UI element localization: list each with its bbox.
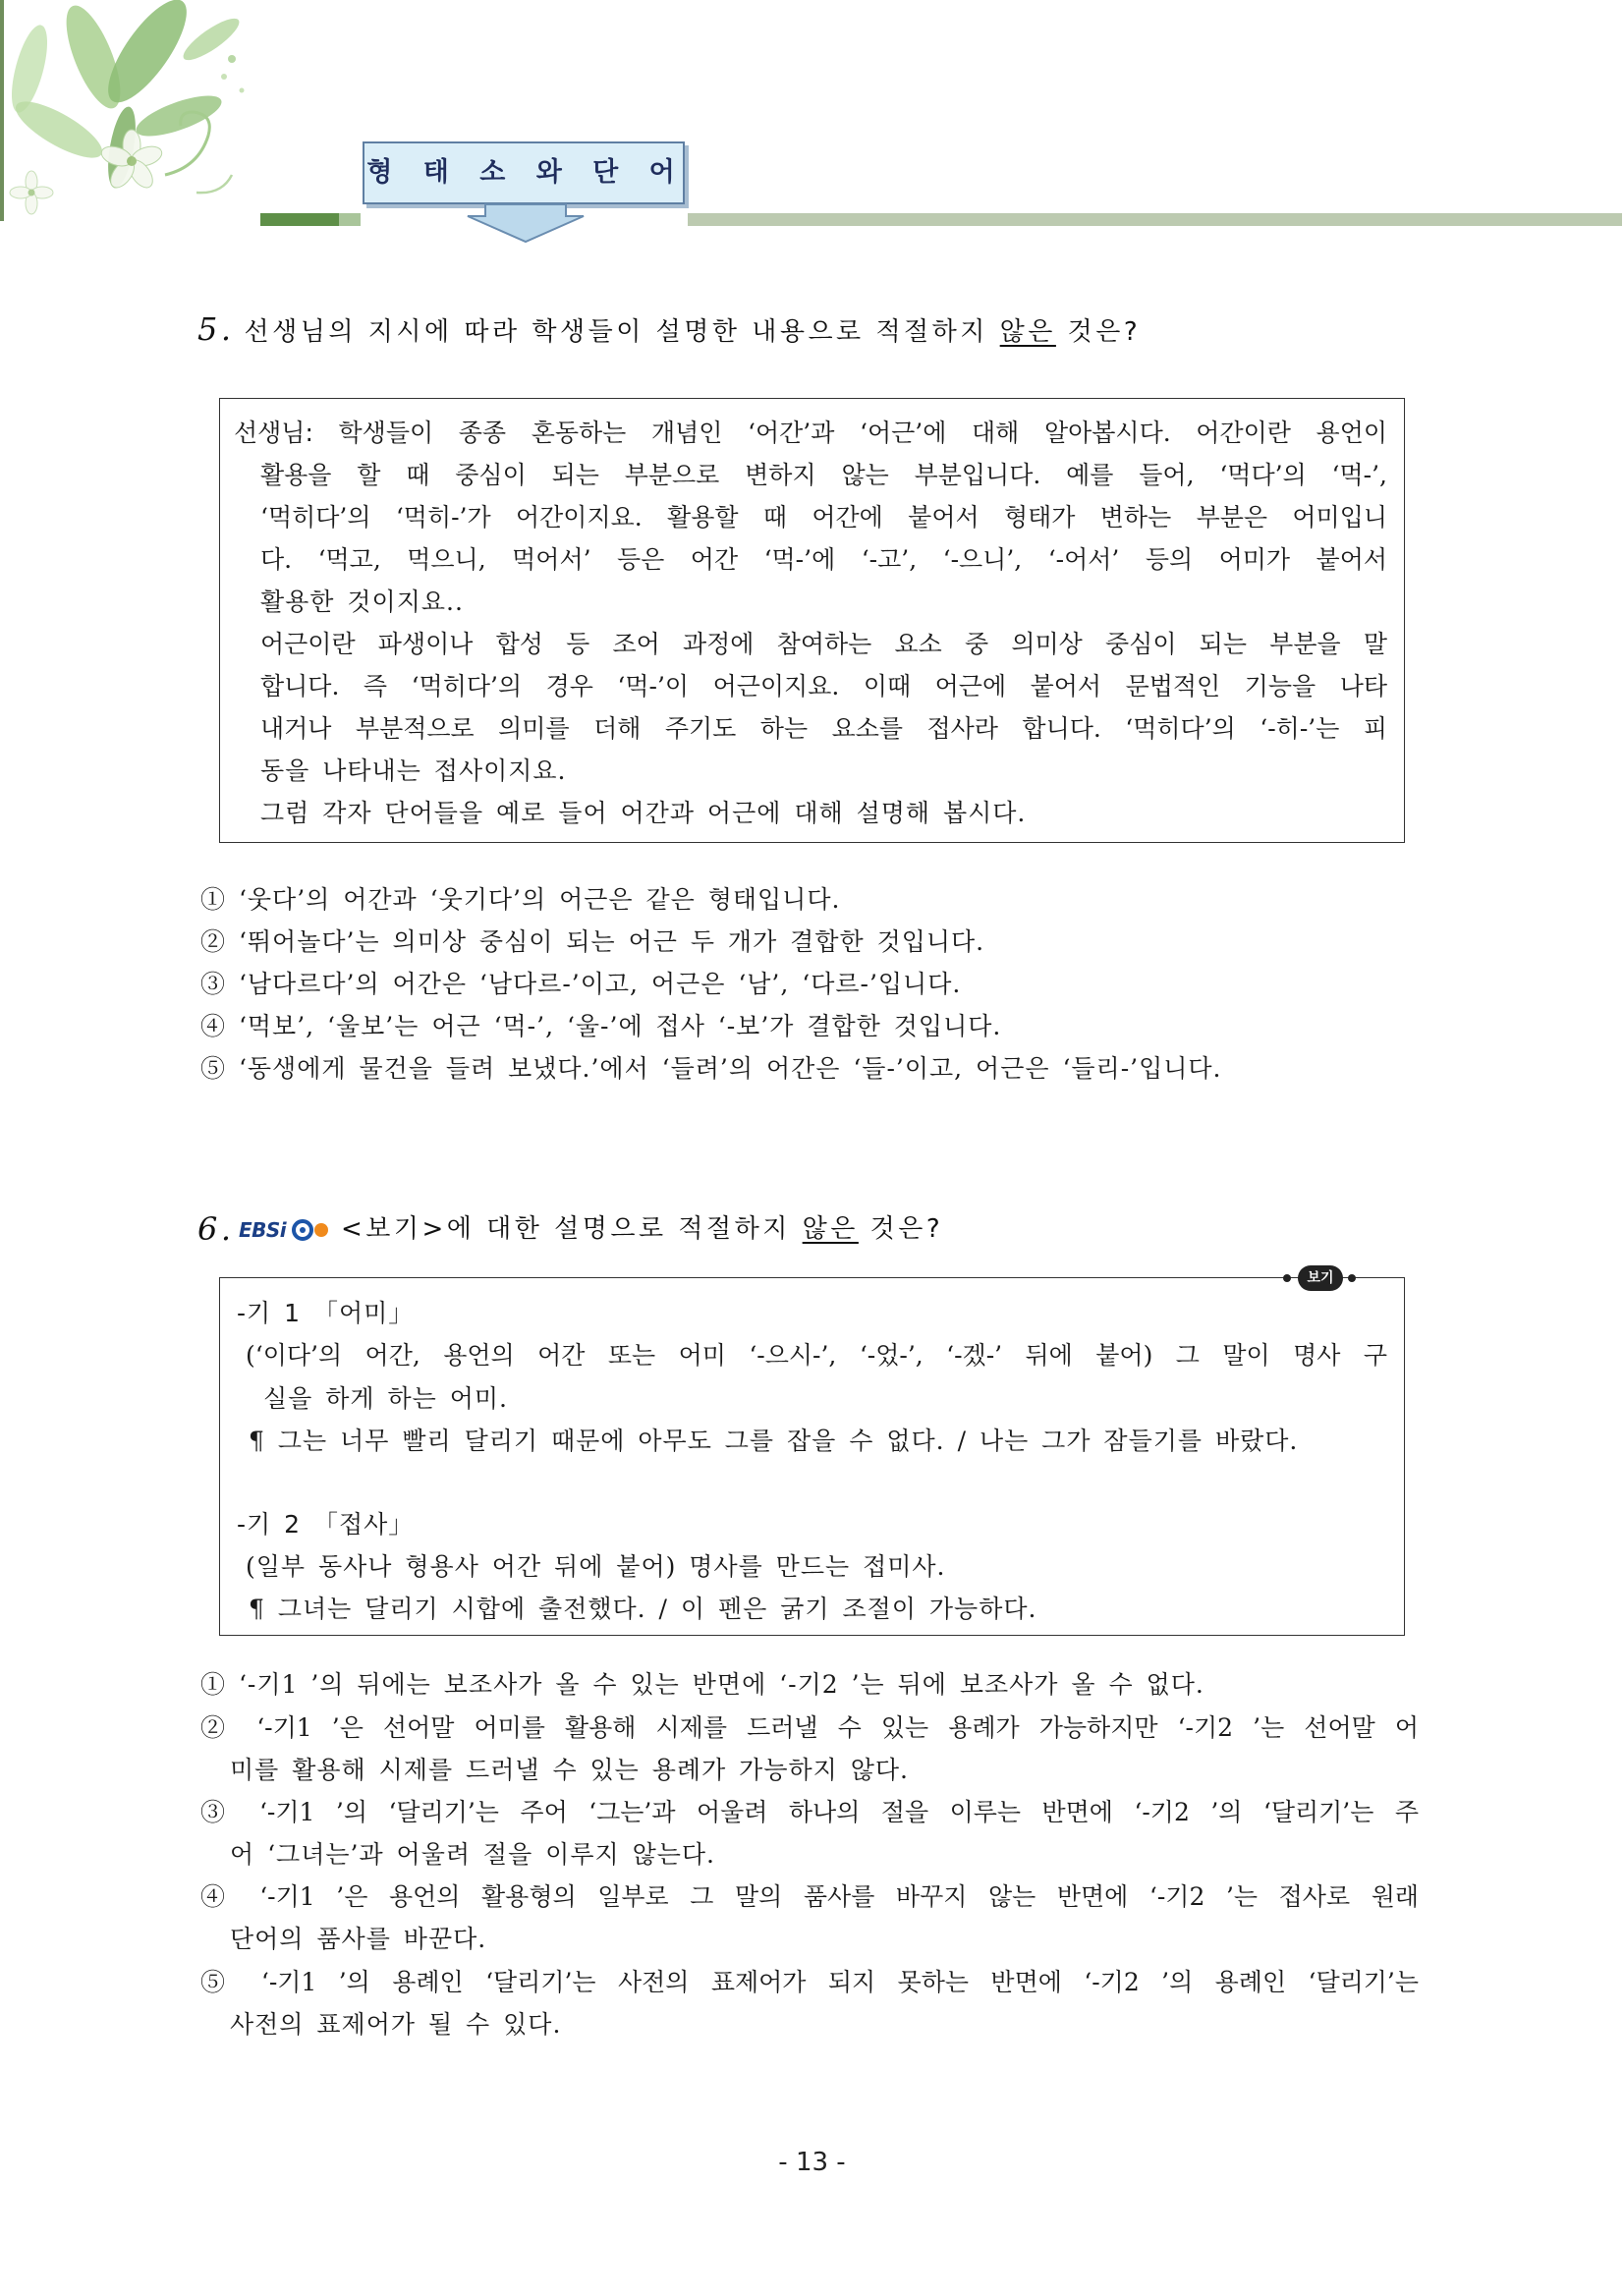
choice-3: ③ ‘남다르다’의 어간은 ‘남다르-’이고, 어근은 ‘남’, ‘다르-’입니다. xyxy=(200,970,962,998)
choice-1: ① ‘웃다’의 어간과 ‘웃기다’의 어근은 같은 형태입니다. xyxy=(200,885,841,914)
passage-line: 어근이란 파생이나 합성 등 조어 과정에 참여하는 요소 중 의미상 중심이 되는 부분을 말 xyxy=(260,630,1387,658)
question-emphasis: 않은 xyxy=(999,317,1056,347)
badge-dot-left xyxy=(1283,1274,1291,1282)
ebsi-circles-icon xyxy=(292,1218,331,1242)
header-bar-mid xyxy=(339,213,361,226)
question-6-title xyxy=(197,1207,245,1251)
ebsi-logo-text: EBSi xyxy=(239,1218,287,1242)
choice-3-cont: 어 ‘그녀는’과 어울려 절을 이루지 않는다. xyxy=(230,1840,715,1869)
leaf-decoration-icon xyxy=(0,0,255,226)
passage-text: 학생들이 종종 혼동하는 개념인 ‘어간’과 ‘어근’에 대해 알아봅시다. 어간이란 용언이 xyxy=(338,419,1387,447)
entry-label: -기 1 「어미」 xyxy=(237,1299,415,1327)
choice-4-cont: 단어의 품사를 바꾼다. xyxy=(230,1925,487,1953)
choice-2-cont: 미를 활용해 시제를 드러낼 수 있는 용례가 가능하지 않다. xyxy=(230,1756,909,1784)
badge-label: 보기 xyxy=(1298,1265,1343,1291)
question-text: <보기>에 대한 설명으로 적절하지 xyxy=(341,1214,803,1244)
choice-4: ④ ‘먹보’, ‘울보’는 어근 ‘먹-’, ‘울-’에 접사 ‘-보’가 결합한 것입니다. xyxy=(200,1012,1002,1040)
entry-definition: (‘이다’의 어간, 용언의 어간 또는 어미 ‘-으시-’, ‘-었-’, ‘-겠-’ 뒤에 붙어) 그 말이 명사 구 xyxy=(246,1341,1387,1370)
entry-example: ¶ 그녀는 달리기 시합에 출전했다. / 이 펜은 굵기 조절이 가능하다. xyxy=(249,1595,1037,1623)
passage-line xyxy=(234,414,1387,453)
choice-5: ⑤ ‘동생에게 물건을 들려 보냈다.’에서 ‘들려’의 어간은 ‘들-’이고, 어근은 ‘들리-’입니다. xyxy=(200,1054,1222,1083)
choice-1: ① ‘-기1 ’의 뒤에는 보조사가 올 수 있는 반면에 ‘-기2 ’는 뒤에 보조사가 올 수 없다. xyxy=(200,1670,1204,1699)
header-bar-dark xyxy=(260,213,339,226)
ebsi-logo xyxy=(239,1214,333,1246)
choice-2: ② ‘뛰어놀다’는 의미상 중심이 되는 어근 두 개가 결합한 것입니다. xyxy=(200,927,985,956)
entry-definition: (일부 동사나 형용사 어간 뒤에 붙어) 명사를 만드는 접미사. xyxy=(246,1552,946,1581)
entry-label: -기 2 「접사」 xyxy=(237,1510,415,1539)
example-badge xyxy=(1283,1265,1358,1291)
question-text: 선생님의 지시에 따라 학생들이 설명한 내용으로 적절하지 xyxy=(244,317,1000,347)
passage-line: 활용한 것이지요.. xyxy=(260,588,464,616)
passage-line: 동을 나타내는 접사이지요. xyxy=(260,756,567,785)
passage-line: 내거나 부분적으로 의미를 더해 주기도 하는 요소를 접사라 합니다. ‘먹히다’의 ‘-히-’는 피 xyxy=(260,714,1387,743)
entry-definition: 실을 하게 하는 어미. xyxy=(263,1384,508,1413)
choice-2: ② ‘-기1 ’은 선어말 어미를 활용해 시제를 드러낼 수 있는 용례가 가능하지만 ‘-기2 ’는 선어말 어 xyxy=(200,1713,1419,1742)
choice-5-cont: 사전의 표제어가 될 수 있다. xyxy=(230,2010,562,2039)
choice-4: ④ ‘-기1 ’은 용언의 활용형의 일부로 그 말의 품사를 바꾸지 않는 반면에 ‘-기2 ’는 접사로 원래 xyxy=(200,1882,1419,1911)
speaker-label: 선생님: xyxy=(234,419,313,447)
passage-line: 다. ‘먹고, 먹으니, 먹어서’ 등은 어간 ‘먹-’에 ‘-고’, ‘-으니’, ‘-어서’ 등의 어미가 붙어서 xyxy=(260,545,1387,574)
passage-line: 활용을 할 때 중심이 되는 부분으로 변하지 않는 부분입니다. 예를 들어, ‘먹다’의 ‘먹-’, xyxy=(260,461,1387,489)
passage-line: ‘먹히다’의 ‘먹히-’가 어간이지요. 활용할 때 어간에 붙어서 형태가 변하는 부분은 어미입니 xyxy=(260,503,1387,532)
question-text-end: 것은? xyxy=(1055,317,1142,347)
passage-line: 그럼 각자 단어들을 예로 들어 어간과 어근에 대해 설명해 봅시다. xyxy=(260,799,1027,827)
passage-line: 합니다. 즉 ‘먹히다’의 경우 ‘먹-’이 어근이지요. 이때 어근에 붙어서 문법적인 기능을 나타 xyxy=(260,672,1387,700)
question-number: 6. xyxy=(197,1210,235,1248)
question-6-text xyxy=(341,1207,943,1251)
badge-dot-right xyxy=(1348,1274,1356,1282)
entry-example: ¶ 그는 너무 빨리 달리기 때문에 아무도 그를 잡을 수 없다. / 나는 그가 잠들기를 바랐다. xyxy=(249,1427,1299,1455)
page-number: - 13 - xyxy=(778,2148,846,2177)
question-text-end: 것은? xyxy=(858,1214,944,1244)
question-number: 5. xyxy=(197,310,235,348)
question-emphasis: 않은 xyxy=(802,1214,859,1244)
choice-3: ③ ‘-기1 ’의 ‘달리기’는 주어 ‘그는’과 어울려 하나의 절을 이루는 반면에 ‘-기2 ’의 ‘달리기’는 주 xyxy=(200,1798,1419,1826)
section-title: 형 태 소 와 단 어 xyxy=(363,141,685,204)
question-5-title xyxy=(197,308,1141,351)
down-arrow-icon xyxy=(462,202,589,244)
header-bar-light xyxy=(688,213,1622,226)
choice-5: ⑤ ‘-기1 ’의 용례인 ‘달리기’는 사전의 표제어가 되지 못하는 반면에 ‘-기2 ’의 용례인 ‘달리기’는 xyxy=(200,1968,1419,1996)
